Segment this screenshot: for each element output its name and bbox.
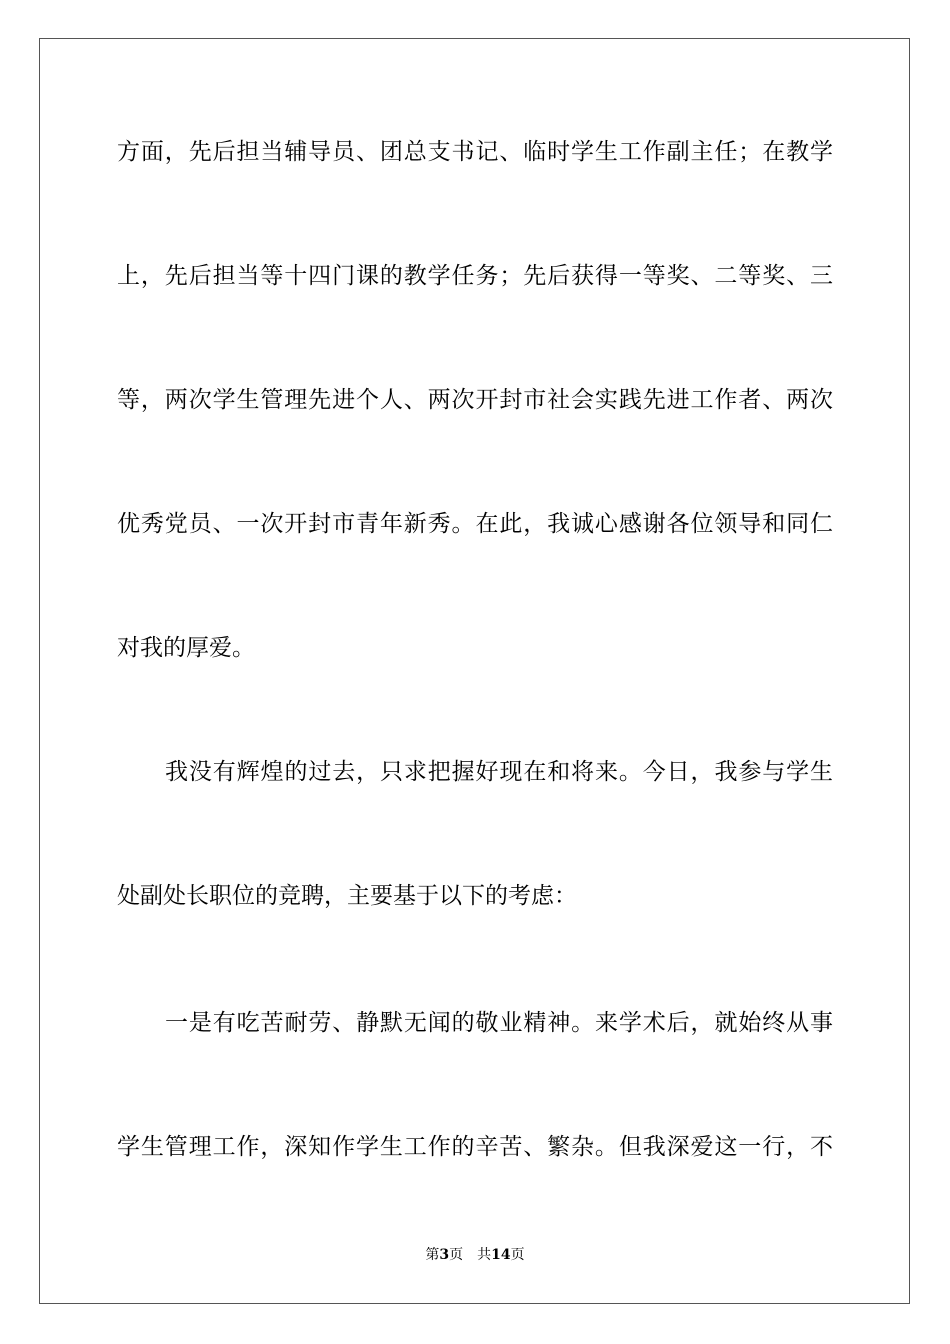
body-line-5: 对我的厚爱。 — [117, 635, 255, 661]
footer-total-prefix: 共 — [477, 1247, 492, 1263]
footer-total-unit: 页 — [510, 1247, 525, 1263]
body-line-1: 方面，先后担当辅导员、团总支书记、临时学生工作副主任；在教学 — [117, 139, 833, 165]
footer-page-current: 3 — [439, 1247, 450, 1263]
body-line-2: 上，先后担当等十四门课的教学任务；先后获得一等奖、二等奖、三 — [117, 263, 833, 289]
body-line-3: 等，两次学生管理先进个人、两次开封市社会实践先进工作者、两次 — [117, 387, 833, 413]
body-line-8: 一是有吃苦耐劳、静默无闻的敬业精神。来学术后，就始终从事 — [165, 1010, 833, 1036]
body-line-6: 我没有辉煌的过去，只求把握好现在和将来。今日，我参与学生 — [165, 759, 833, 785]
footer-page-prefix: 第 — [425, 1247, 440, 1263]
body-line-4: 优秀党员、一次开封市青年新秀。在此，我诚心感谢各位领导和同仁 — [117, 511, 833, 537]
page-footer — [0, 1246, 950, 1264]
footer-page-unit: 页 — [449, 1247, 464, 1263]
body-line-7: 处副处长职位的竞聘，主要基于以下的考虑： — [117, 883, 577, 909]
page-frame — [39, 38, 910, 1304]
body-line-9: 学生管理工作，深知作学生工作的辛苦、繁杂。但我深爱这一行，不 — [117, 1134, 833, 1160]
footer-page-total: 14 — [491, 1247, 511, 1263]
